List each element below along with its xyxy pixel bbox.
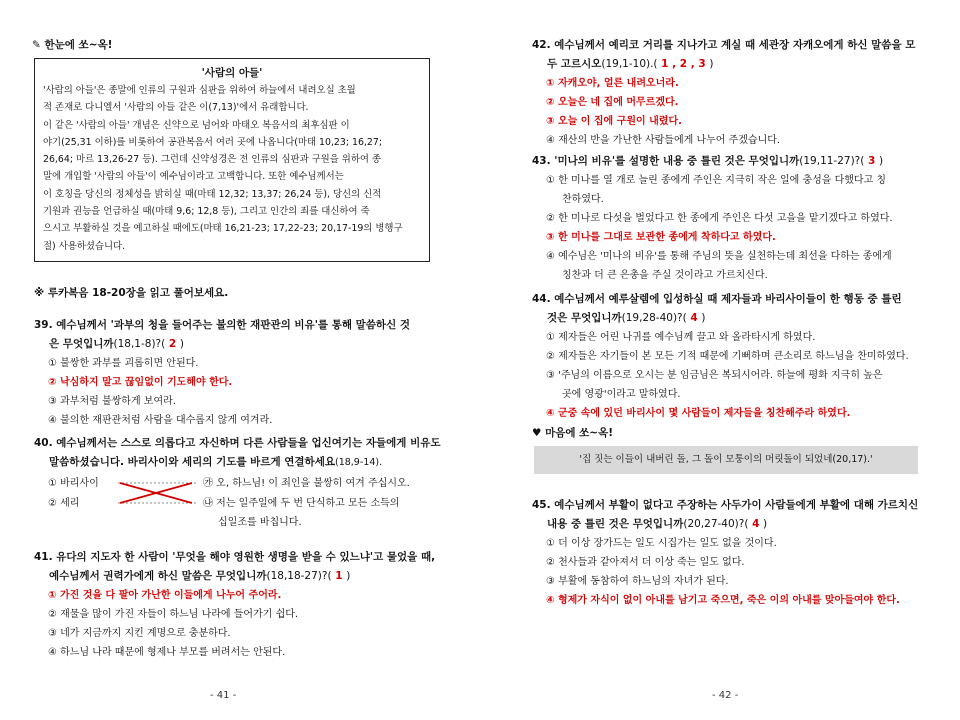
option-item: ③ 과부처럼 불쌍하게 보여라. [48, 396, 176, 407]
answer-value: 3 [864, 155, 879, 167]
option-item-cont: 찬하였다. [562, 194, 604, 205]
option-item: ③ '주님의 이름으로 오시는 분 임금님은 복되시어라. 하늘에 평화 지극히 높은 [546, 370, 883, 381]
question-42 [532, 36, 952, 150]
option-item: ② 제자들은 자기들이 본 모든 기적 때문에 기뻐하며 큰소리로 하느님을 찬미하였다. [546, 351, 909, 362]
question-ref-close: ) [346, 570, 351, 582]
question-43 [532, 152, 952, 285]
answer-value: 1 [331, 570, 347, 582]
option-item: ④ 예수님은 '미나의 비유'를 통해 주님의 뜻을 실천하는데 최선을 다하는 종에게 [546, 251, 892, 262]
question-text: 43. '미나의 비유'를 설명한 내용 중 틀린 것은 무엇입니까 [532, 155, 800, 167]
question-text: 예수님께서 권력가에게 하신 말씀은 무엇입니까 [49, 570, 267, 582]
option-item: ② 한 미나로 다섯을 벌었다고 한 종에게 주인은 다섯 고을을 맡기겠다고 하였다. [546, 213, 893, 224]
match-left-item: ② 세리 [48, 498, 80, 509]
question-text: 40. 예수님께서는 스스로 의롭다고 자신하며 다른 사람들을 업신여기는 자들에게 비유도 [34, 437, 441, 449]
pencil-icon: ✎ [32, 39, 41, 51]
option-item: ③ 네가 지금까지 지킨 계명으로 충분하다. [48, 628, 231, 639]
question-text: 두 고르시오 [547, 58, 602, 70]
info-box-line: 이 같은 '사람의 아들' 개념은 신약으로 넘어와 마태오 복음서의 최후심판 이 [43, 119, 350, 131]
question-text: 39. 예수님께서 '과부의 청을 들어주는 불의한 재판관의 비유'를 통해 말씀하신 것 [34, 319, 411, 331]
question-ref: (19,28-40)?( [621, 312, 687, 324]
section-header-label: 한눈에 쏘~옥! [44, 39, 113, 51]
match-right-item-cont: 십일조를 바칩니다. [218, 517, 302, 528]
question-text: 내용 중 틀린 것은 무엇입니까 [547, 518, 684, 530]
match-right-item: ㉮ 오, 하느님! 이 죄인을 불쌍히 여겨 주십시오. [203, 478, 410, 489]
option-item: ① 더 이상 장가드는 일도 시집가는 일도 없을 것이다. [546, 538, 777, 549]
info-box-line: 기원과 권능을 언급하실 때(마태 9,6; 12,8 등), 그리고 인간의 죄를 대신하여 죽 [43, 206, 370, 218]
question-text: 은 무엇입니까 [49, 338, 114, 350]
option-item: ③ 부활에 동참하여 하느님의 자녀가 된다. [546, 576, 729, 587]
question-ref-close: ) [878, 155, 884, 167]
question-text: 44. 예수님께서 예루살렘에 입성하실 때 제자들과 바리사이들이 한 행동 중 틀린 [532, 293, 902, 305]
option-item: ② 재물을 많이 가진 자들이 하느님 나라에 들어가기 쉽다. [48, 609, 299, 620]
question-ref: (18,1-8)?( [113, 338, 166, 350]
option-item-correct: ④ 군중 속에 있던 바리사이 몇 사람들이 제자들을 칭찬해주라 하였다. [546, 408, 851, 419]
info-box [34, 58, 430, 262]
option-item-cont: 칭찬과 더 큰 은총을 주실 것이라고 가르치신다. [562, 270, 768, 281]
match-line-1 [120, 483, 192, 503]
option-item-cont: 곳에 영광'이라고 말하였다. [562, 389, 681, 400]
answer-value: 4 [748, 518, 764, 530]
option-item: ④ 하느님 나라 때문에 형제나 부모를 버려서는 안된다. [48, 647, 286, 658]
info-box-line: 적 존재로 다니엘서 '사람의 아들 같은 이(7,13)'에서 유래합니다. [43, 102, 309, 114]
option-item-correct: ① 자캐오야, 얼른 내려오너라. [546, 78, 679, 89]
option-item: ① 불쌍한 과부를 괴롭히면 안된다. [48, 358, 199, 369]
question-39 [34, 316, 454, 430]
question-ref-close: ) [709, 58, 714, 70]
info-box-line: 26,64; 마르 13,26-27 등). 그런데 신약성경은 전 인류의 심판과 구원을 위하여 종 [43, 154, 381, 166]
option-item: ① 제자들은 어린 나귀를 예수님께 끌고 와 올라타시게 하였다. [546, 332, 816, 343]
match-right-item: ㉯ 저는 일주일에 두 번 단식하고 모든 소득의 [203, 498, 400, 509]
info-box-line: '사람의 아들'은 종말에 인류의 구원과 심판을 위하여 하늘에서 내려오실 초월 [43, 85, 356, 96]
question-40 [34, 434, 464, 472]
quote-box [534, 446, 918, 474]
option-item-correct: ③ 오늘 이 집에 구원이 내렸다. [546, 116, 682, 127]
page-number: - 42 - [712, 690, 739, 701]
option-item-correct: ② 낙심하지 말고 끊임없이 기도해야 한다. [48, 377, 233, 388]
question-45 [532, 496, 952, 610]
question-ref: (18,18-27)?( [266, 570, 332, 582]
match-line-2 [120, 483, 192, 503]
option-item-correct: ④ 형제가 자식이 없이 아내를 남기고 죽으면, 죽은 이의 아내를 맞아들여야 한다. [546, 595, 900, 606]
question-text: 45. 예수님께서 부활이 없다고 주장하는 사두가이 사람들에게 부활에 대해 가르치신 [532, 499, 919, 511]
question-ref-close: ) [701, 312, 706, 324]
question-ref-close: ) [763, 518, 768, 530]
page-number: - 41 - [210, 690, 237, 701]
question-ref: (20,27-40)?( [683, 518, 749, 530]
option-item: ② 천사들과 같아져서 더 이상 죽는 일도 없다. [546, 557, 745, 568]
question-text: 것은 무엇입니까 [547, 312, 622, 324]
question-41 [34, 548, 464, 662]
option-item: ① 한 미나를 열 개로 늘린 종에게 주인은 지극히 작은 일에 충성을 다했다고 칭 [546, 175, 887, 186]
info-box-title: '사람의 아들' [201, 67, 263, 79]
answer-value: 4 [686, 312, 702, 324]
heart-header-label: ♥ 마음에 쏘~옥! [532, 427, 614, 439]
option-item: ④ 불의한 재판관처럼 사람을 대수롭지 않게 여겨라. [48, 415, 273, 426]
answer-value: 1 , 2 , 3 [657, 58, 710, 70]
question-ref: (19,11-27)?( [799, 155, 865, 167]
quote-text: '집 짓는 이들이 내버린 돌, 그 돌이 모퉁이의 머릿돌이 되었네(20,17).' [579, 454, 873, 465]
instruction-text: ※ 루카복음 18-20장을 읽고 풀어보세요. [34, 287, 229, 299]
info-box-line: 야기(25,31 이하)를 비롯하여 공관복음서 여러 곳에 나옵니다(마태 10,23; 16,27; [43, 136, 382, 148]
answer-value: 2 [165, 338, 180, 350]
info-box-line: 말에 개입할 '사람의 아들'이 예수님이라고 고백합니다. 또한 예수님께서는 [43, 171, 344, 183]
right-page [480, 0, 960, 720]
question-ref-close: ) [179, 338, 184, 350]
info-box-line: 절) 사용하셨습니다. [43, 240, 126, 252]
match-left-item: ① 바리사이 [48, 478, 99, 489]
question-ref: (18,9-14). [334, 457, 383, 468]
option-item-correct: ① 가진 것을 다 팔아 가난한 이들에게 나누어 주어라. [48, 590, 282, 601]
option-item-correct: ③ 한 미나를 그대로 보관한 종에게 착하다고 하였다. [546, 232, 776, 243]
info-box-body [35, 80, 429, 255]
info-box-line: 이 호칭을 당신의 정체성을 밝히실 때(마태 12,32; 13,37; 26,24 등), 당신의 신적 [43, 188, 382, 200]
info-box-line: 으시고 부활하실 것을 예고하실 때에도(마태 16,21-23; 17,22-23; 20,17-19의 병행구 [43, 223, 403, 235]
section-header [32, 36, 112, 55]
question-44 [532, 290, 952, 423]
question-text: 말씀하셨습니다. 바리사이와 세리의 기도를 바르게 연결하세요 [49, 456, 335, 468]
question-text: 42. 예수님께서 예리코 거리를 지나가고 계실 때 세관장 자캐오에게 하신 말씀을 모 [532, 39, 916, 51]
question-ref: (19,1-10).( [601, 58, 658, 70]
option-item: ④ 재산의 반을 가난한 사람들에게 나누어 주겠습니다. [546, 135, 781, 146]
option-item-correct: ② 오늘은 네 집에 머무르겠다. [546, 97, 679, 108]
heart-header [532, 424, 613, 443]
question-text: 41. 유다의 지도자 한 사람이 '무엇을 해야 영원한 생명을 받을 수 있느냐'고 물었을 때, [34, 551, 436, 563]
